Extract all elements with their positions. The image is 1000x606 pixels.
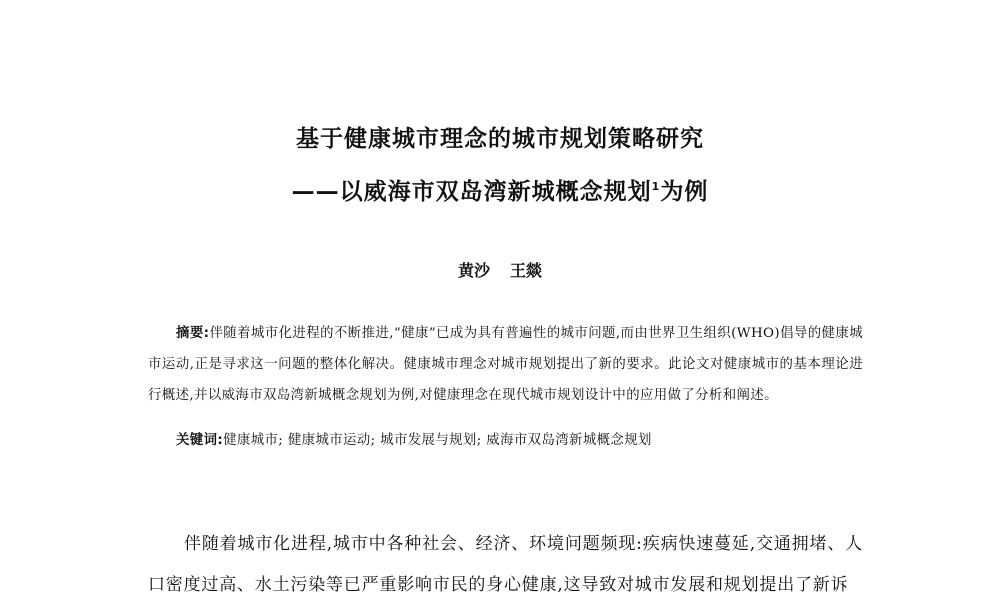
subtitle-text: ——以威海市双岛湾新城概念规划 (291, 179, 652, 205)
abstract-text: 伴随着城市化进程的不断推进,“健康”已成为具有普遍性的城市问题,而由世界卫生组织(WHO)倡导的健康城市运动,正是寻求这一问题的整体化解决。健康城市理念对城市规划提出了新的要求。此论文对健康城市的基本理论进行概述,并以威海市双岛湾新城概念规划为例,对健康理念在现代城市规划设计中的应用做了分析和阐述。 (148, 326, 864, 403)
body-paragraph: 伴随着城市化进程,城市中各种社会、经济、环境问题频现:疾病快速蔓延,交通拥堵、人口密度过高、水土污染等已严重影响市民的身心健康,这导致对城市发展和规划提出了新诉 (148, 534, 863, 595)
keywords-text: 健康城市; 健康城市运动; 城市发展与规划; 威海市双岛湾新城概念规划 (223, 433, 652, 448)
paper-title: 基于健康城市理念的城市规划策略研究 (296, 126, 704, 152)
keywords (176, 430, 866, 452)
keywords-label: 关键词: (176, 433, 224, 448)
authors (0, 258, 1000, 281)
footnote-mark: 1 (651, 180, 661, 193)
subtitle-suffix: 为例 (660, 179, 709, 205)
author-name: 王燚 (510, 261, 543, 280)
abstract (148, 318, 863, 411)
paper-subtitle (0, 173, 1000, 206)
author-name: 黄沙 (457, 261, 490, 280)
abstract-label: 摘要: (176, 326, 210, 341)
